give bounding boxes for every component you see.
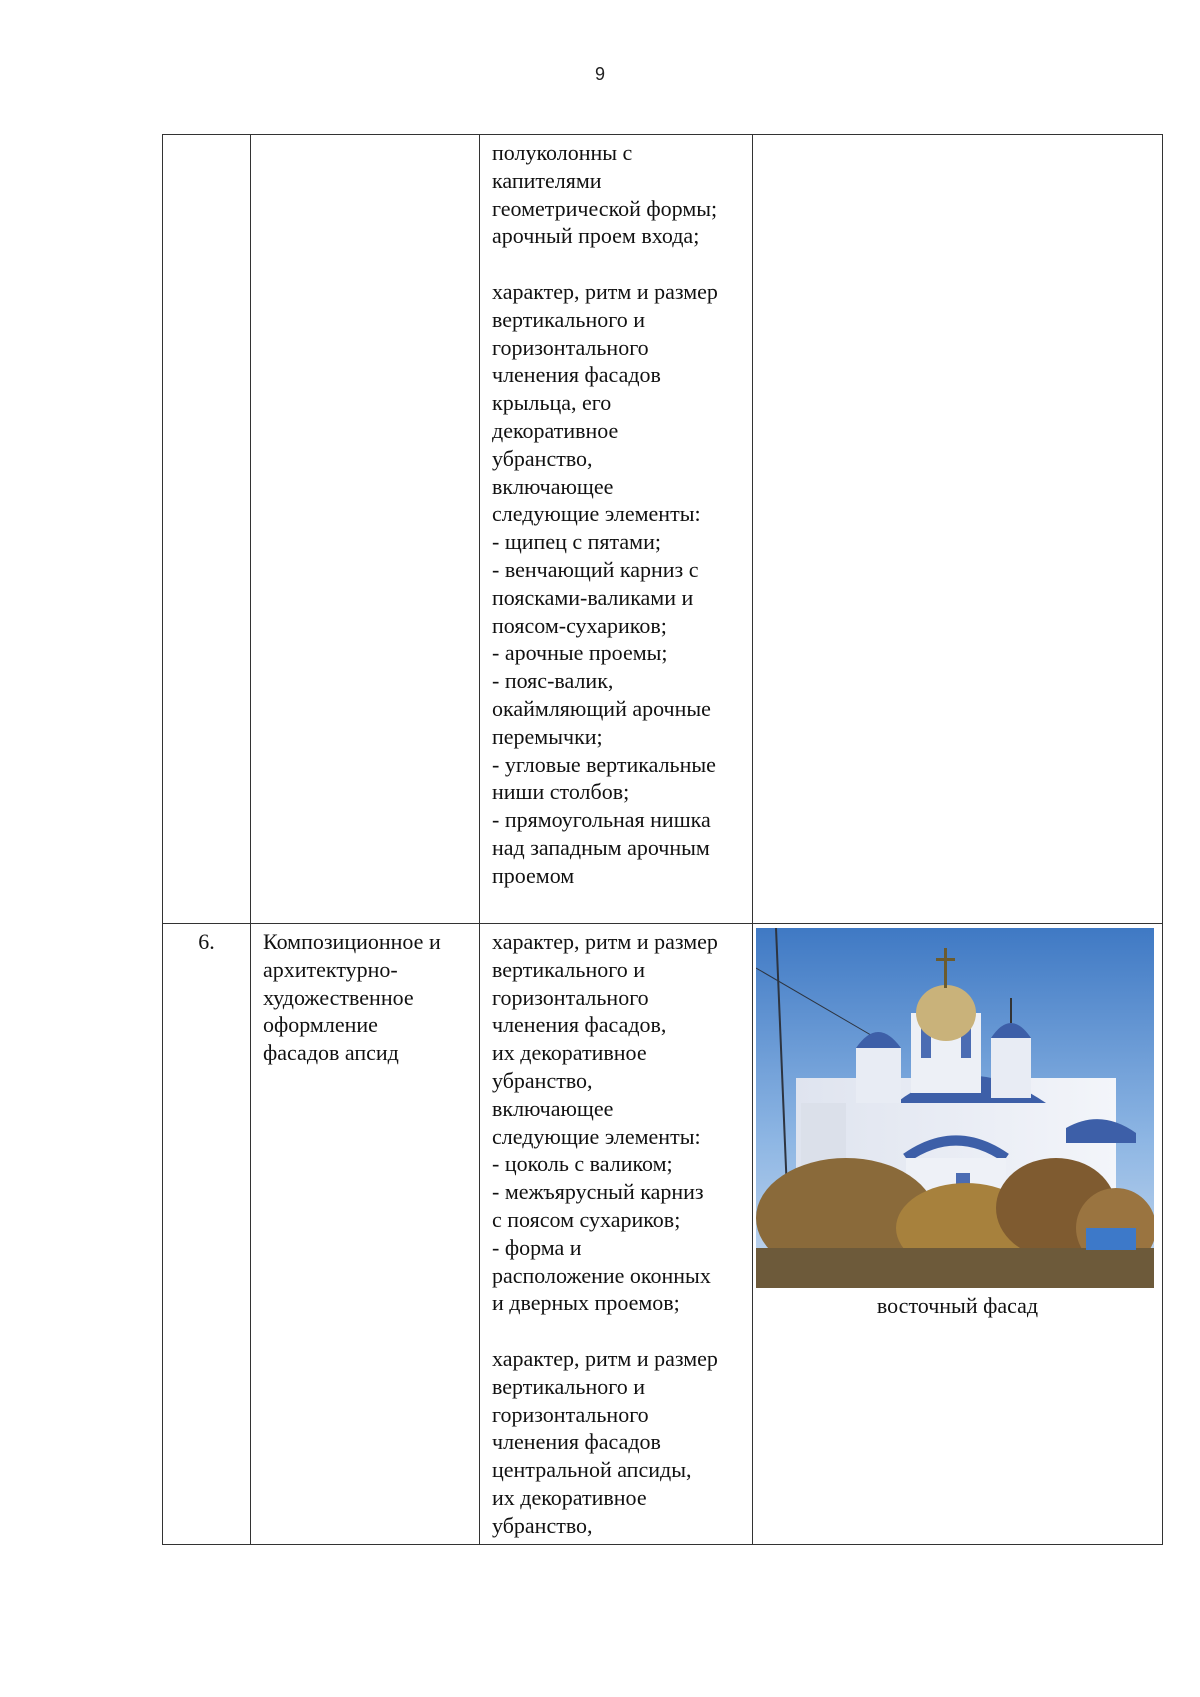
- elements-paragraph: [492, 928, 742, 1317]
- text-line: следующие элементы:: [492, 1123, 701, 1149]
- text-line: вертикального и: [492, 1373, 645, 1399]
- text-line: убранство,: [492, 1512, 593, 1538]
- text-line: вертикального и: [492, 956, 645, 982]
- church-photo-illustration: [756, 928, 1154, 1288]
- text-line: проемом: [492, 862, 575, 888]
- text-line: - щипец с пятами;: [492, 529, 661, 555]
- elements-cell: [480, 135, 753, 924]
- text-line: поясом-сухариков;: [492, 612, 667, 638]
- text-line: характер, ритм и размер: [492, 1345, 718, 1371]
- text-line: и дверных проемов;: [492, 1290, 680, 1316]
- text-line: капителями: [492, 167, 602, 193]
- text-line: центральной апсиды,: [492, 1457, 692, 1483]
- text-line: - межъярусный карниз: [492, 1179, 704, 1205]
- text-line: членения фасадов: [492, 1429, 661, 1455]
- text-line: включающее: [492, 1095, 614, 1121]
- photo-cell-empty: [753, 135, 1163, 924]
- text-line: полуколонны с: [492, 140, 633, 165]
- row-number-cell: [163, 924, 251, 1545]
- elements-paragraph: [492, 1345, 742, 1540]
- table-row-5-continuation: [163, 135, 1163, 924]
- text-line: убранство,: [492, 445, 593, 471]
- text-line: над западным арочным: [492, 834, 710, 860]
- object-name-line: оформление: [263, 1012, 378, 1038]
- elements-paragraph: [492, 278, 742, 890]
- text-line: членения фасадов: [492, 362, 661, 388]
- text-line: их декоративное: [492, 1040, 647, 1066]
- text-line: горизонтального: [492, 1401, 649, 1427]
- text-line: следующие элементы:: [492, 501, 701, 527]
- object-name-line: художественное: [263, 984, 414, 1010]
- text-line: убранство,: [492, 1067, 593, 1093]
- text-line: характер, ритм и размер: [492, 278, 718, 304]
- text-line: поясками-валиками и: [492, 584, 694, 610]
- text-line: горизонтального: [492, 984, 649, 1010]
- text-line: крыльца, его: [492, 390, 612, 416]
- text-line: включающее: [492, 473, 614, 499]
- object-name-line: архитектурно-: [263, 956, 398, 982]
- text-line: членения фасадов,: [492, 1012, 667, 1038]
- text-line: - венчающий карниз с: [492, 556, 699, 582]
- text-line: декоративное: [492, 417, 619, 443]
- row-number-cell: [163, 135, 251, 924]
- text-line: арочный проем входа;: [492, 223, 700, 249]
- text-line: с поясом сухариков;: [492, 1206, 681, 1232]
- object-name-cell: [251, 924, 480, 1545]
- text-line: - угловые вертикальные: [492, 751, 716, 777]
- church-photo: [756, 928, 1154, 1288]
- elements-cell: [480, 924, 753, 1545]
- row-number: 6.: [198, 929, 215, 954]
- object-name-cell: [251, 135, 480, 924]
- text-line: - прямоугольная нишка: [492, 807, 711, 833]
- photo-caption: восточный фасад: [876, 1293, 1039, 1318]
- document-table: [162, 134, 1163, 1545]
- text-line: геометрической формы;: [492, 195, 718, 221]
- page-number: 9: [594, 64, 605, 84]
- object-name-line: фасадов апсид: [263, 1040, 399, 1066]
- text-line: окаймляющий арочные: [492, 695, 711, 721]
- text-line: их декоративное: [492, 1484, 647, 1510]
- elements-paragraph: [492, 139, 742, 250]
- photo-cell: [753, 924, 1163, 1545]
- text-line: вертикального и: [492, 306, 645, 332]
- text-line: - пояс-валик,: [492, 668, 614, 694]
- text-line: характер, ритм и размер: [492, 929, 718, 954]
- text-line: расположение оконных: [492, 1262, 711, 1288]
- text-line: - арочные проемы;: [492, 640, 668, 666]
- table-row-6: [163, 924, 1163, 1545]
- text-line: - форма и: [492, 1234, 582, 1260]
- text-line: ниши столбов;: [492, 779, 630, 805]
- object-name-line: Композиционное и: [263, 929, 441, 954]
- text-line: перемычки;: [492, 723, 603, 749]
- text-line: горизонтального: [492, 334, 649, 360]
- text-line: - цоколь с валиком;: [492, 1151, 673, 1177]
